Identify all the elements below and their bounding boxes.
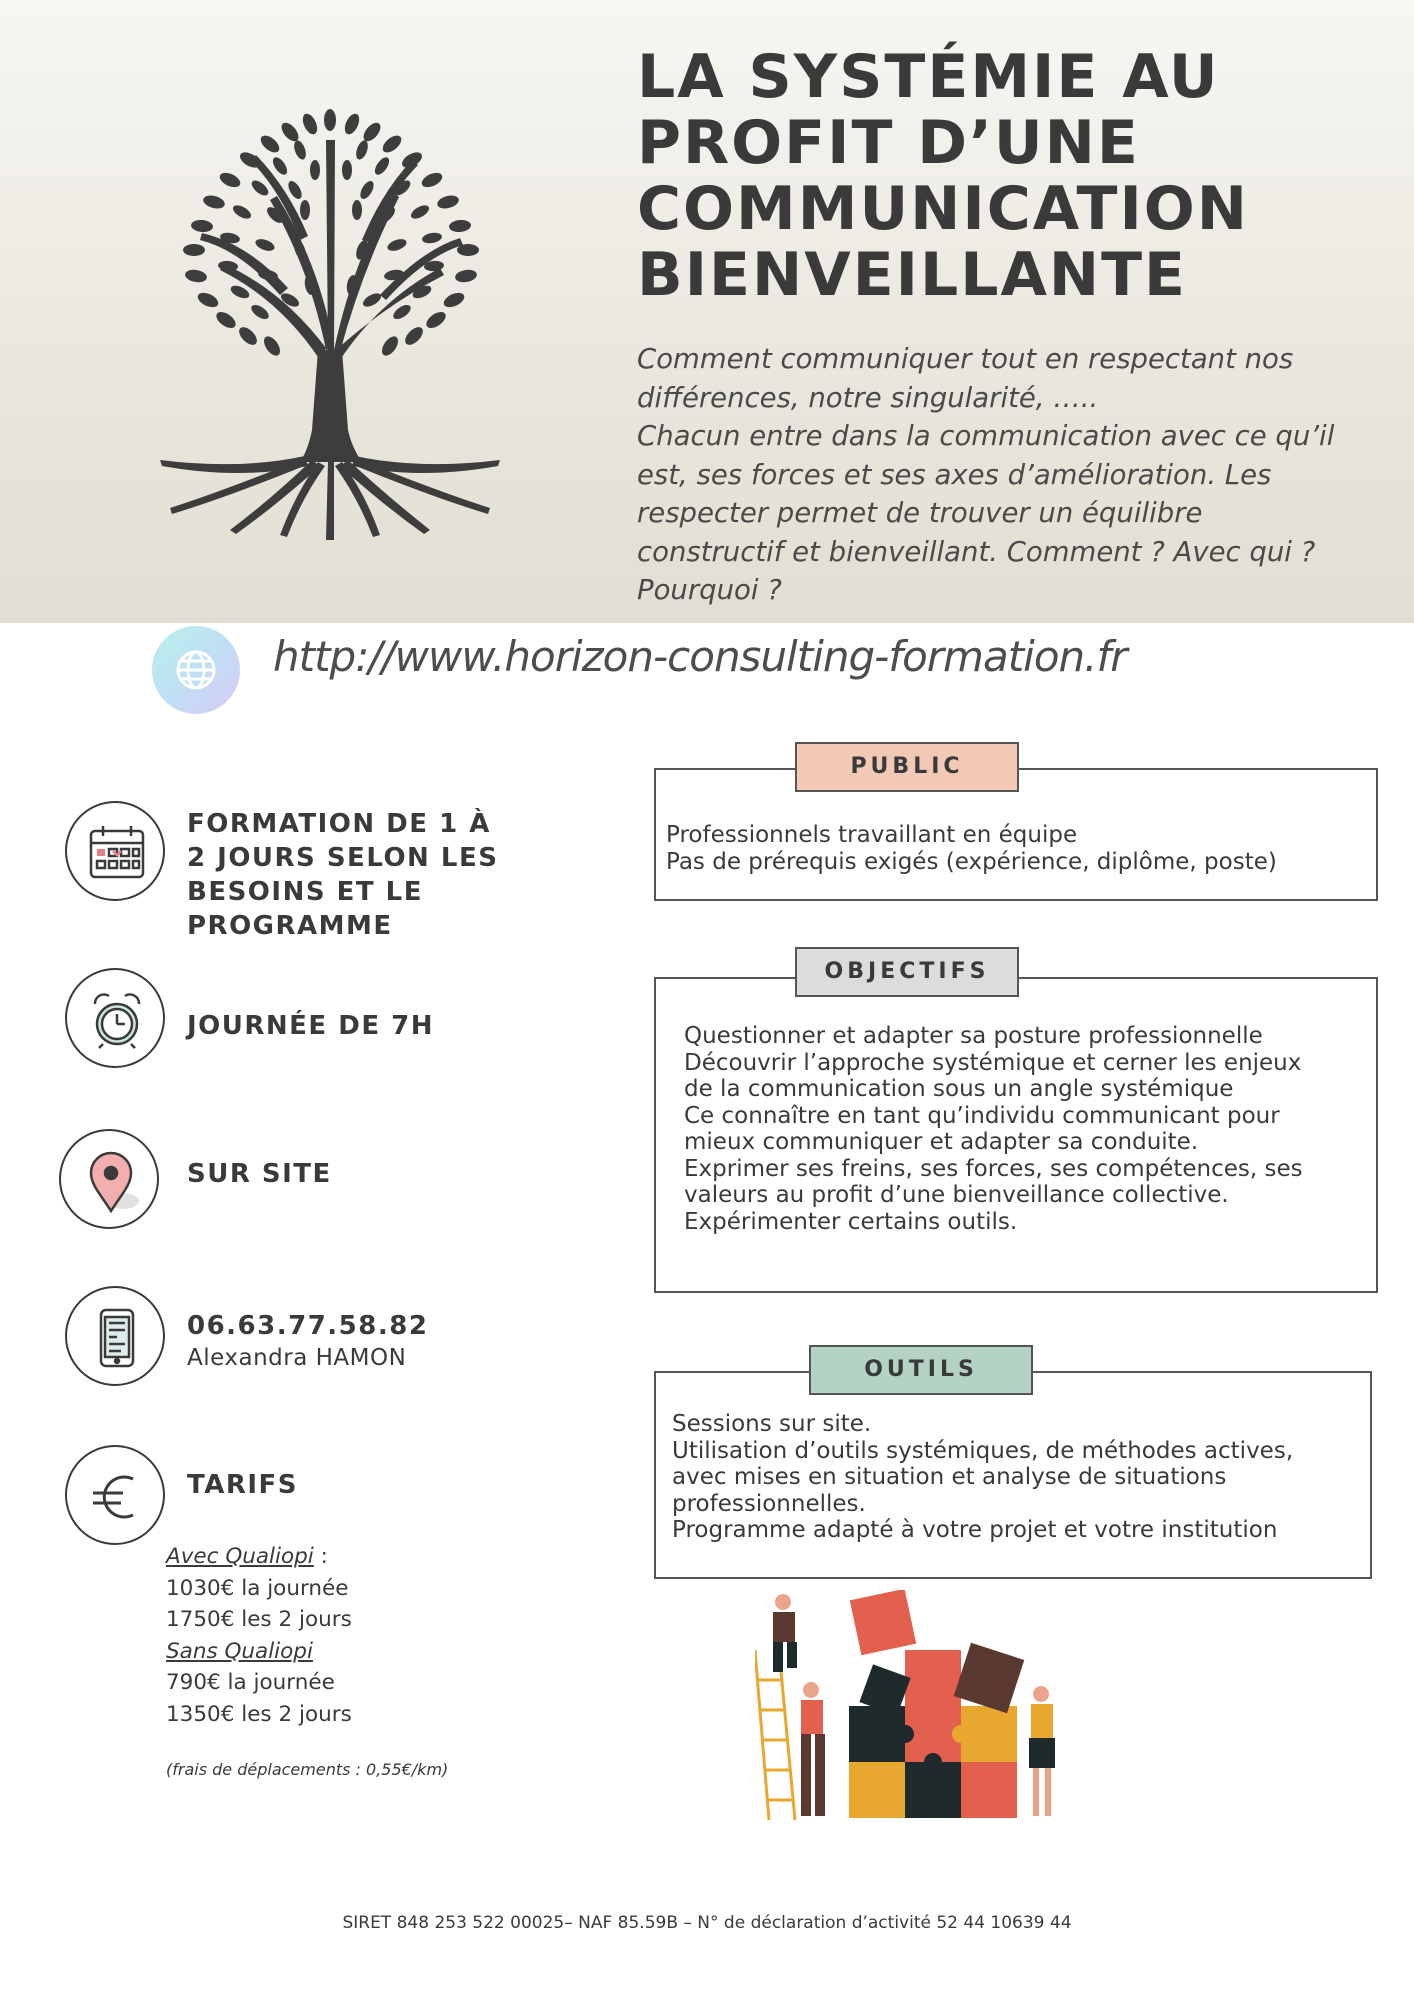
tools-text: Sessions sur site. Utilisation d’outils systémiques, de méthodes actives, avec mises en situation et analyse de situations professionnelles. Programme adapté à votre projet et votre institution [672,1411,1294,1543]
phone-number[interactable]: 06.63.77.58.82 [187,1311,429,1341]
tree-illustration [130,100,530,540]
with-qualiopi-label: Avec Qualiopi [166,1544,314,1569]
intro-text: Comment communiquer tout en respectant nos différences, notre singularité, ….. Chacun entre dans la communication avec ce qu’il est, ses forces et ses axes d’amélioration. Les respecter permet de trouver un équilibre constructif et bienveillant. Comment ? Avec qui ? Pourquoi ? [637,343,1335,606]
without-qualiopi-label: Sans Qualiopi [166,1638,313,1664]
objectives-label: OBJECTIFS [795,947,1019,997]
public-label: PUBLIC [795,742,1019,792]
smartphone-icon [65,1286,165,1386]
objectives-text: Questionner et adapter sa posture professionnelle Découvrir l’approche systémique et cerner les enjeux de la communication sous un angle systémique Ce connaître en tant qu’individu communicant pour mieux communiquer et adapter sa conduite. Exprimer ses freins, ses forces, ses compétences, ses valeurs au profit d’une bienveillance collective. Expérimenter certains outils. [684,1023,1303,1235]
pricing-list: Avec Qualiopi : 1030€ la journée 1750€ les 2 jours Sans Qualiopi 790€ la journée 1350€ les 2 jours [166,1544,352,1727]
calendar-icon [65,801,165,901]
header-banner [0,0,1414,623]
globe-icon [152,626,240,714]
alarm-clock-icon [65,968,165,1068]
travel-fees-note: (frais de déplacements : 0,55€/km) [166,1760,449,1779]
location-text: SUR SITE [187,1159,332,1189]
duration-text: FORMATION DE 1 À 2 JOURS SELON LES BESOINS ET LE PROGRAMME [187,809,499,941]
day-length-text: JOURNÉE DE 7H [187,1011,434,1041]
pricing-title: TARIFS [187,1470,299,1500]
page-title: LA SYSTÉMIE AU PROFIT D’UNE COMMUNICATION BIENVEILLANTE [637,42,1249,310]
tools-label: OUTILS [809,1345,1033,1395]
legal-footer: SIRET 848 253 522 00025– NAF 85.59B – N° de déclaration d’activité 52 44 10639 44 [342,1913,1072,1933]
euro-icon [65,1445,165,1545]
website-link[interactable]: http://www.horizon-consulting-formation.fr [273,632,1127,681]
contact-name: Alexandra HAMON [187,1345,407,1371]
map-pin-icon [59,1129,159,1229]
public-text: Professionnels travaillant en équipe Pas de prérequis exigés (expérience, diplôme, poste) [666,822,1277,875]
puzzle-team-illustration [755,1590,1075,1820]
